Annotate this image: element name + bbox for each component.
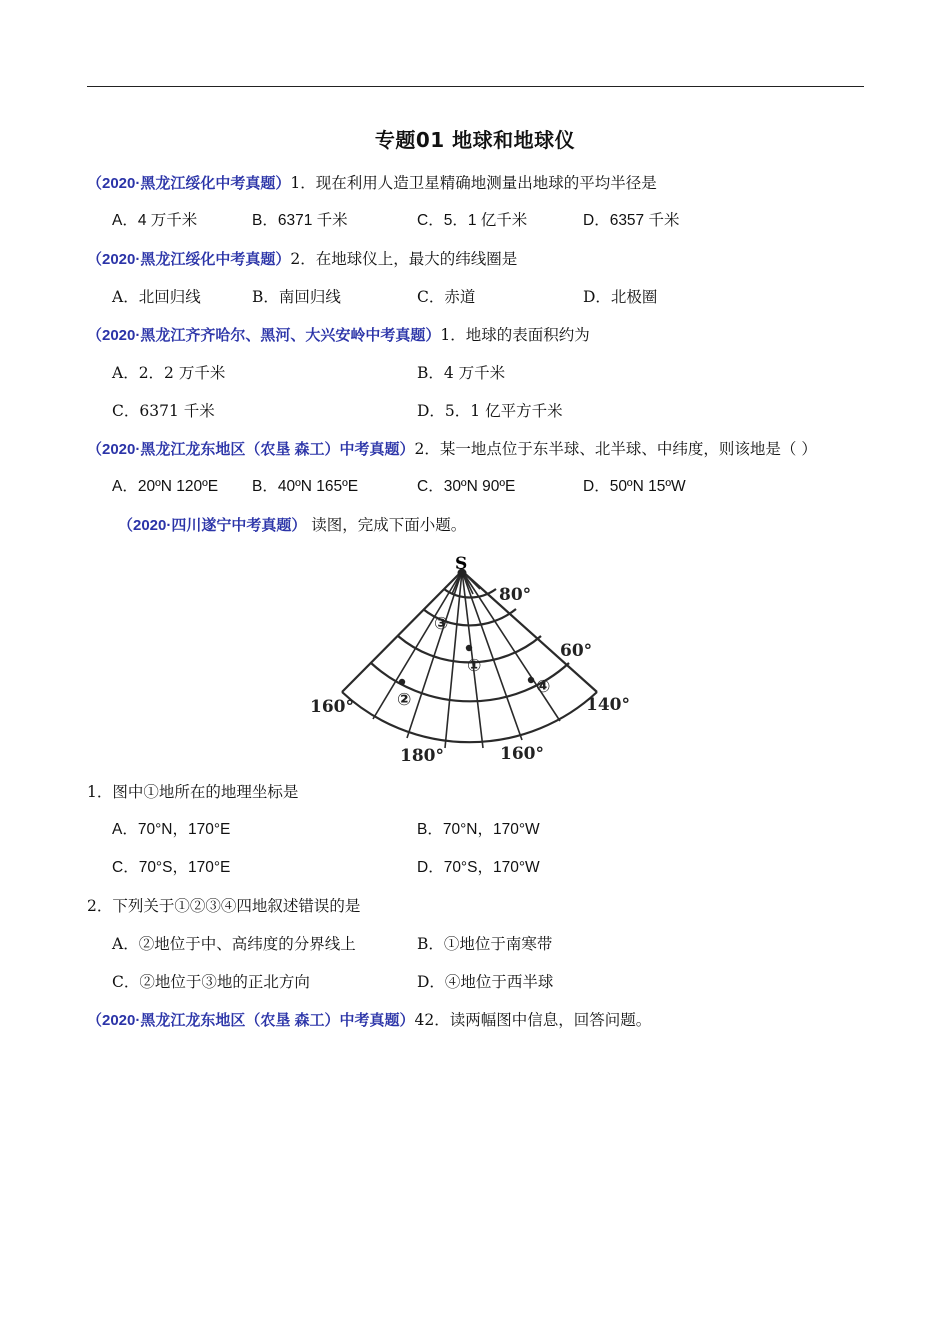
question-5-intro — [118, 515, 466, 536]
option-b: B．40ºN 165ºE — [252, 478, 359, 495]
polar-grid-figure — [310, 549, 640, 771]
option-d: D．70°S，170°W — [417, 859, 540, 876]
question-source: （2020·黑龙江绥化中考真题） — [87, 251, 291, 268]
question-source: （2020·黑龙江龙东地区（农垦 森工）中考真题） — [87, 441, 415, 458]
point-3-label: ③ — [434, 614, 449, 634]
option-b: B．6371 千米 — [252, 212, 348, 229]
point-2-label: ② — [397, 690, 412, 710]
option-c: C．6371 千米 — [112, 402, 215, 420]
point-dot — [528, 677, 534, 683]
option-c: C．30ºN 90ºE — [417, 478, 516, 495]
point-dot — [466, 645, 472, 651]
option-d: D．④地位于西半球 — [417, 973, 554, 991]
question-4 — [87, 439, 817, 460]
question-6 — [87, 1010, 651, 1031]
question-source: （2020·黑龙江绥化中考真题） — [87, 175, 291, 192]
latitude-label-80: 80° — [499, 585, 532, 605]
option-c: C．赤道 — [417, 288, 476, 306]
point-1-label: ① — [467, 656, 482, 676]
latitude-label-60: 60° — [560, 641, 593, 661]
point-dot — [399, 679, 405, 685]
question-text: 2．某一地点位于东半球、北半球、中纬度，则该地是（ ） — [414, 440, 817, 458]
option-a: A．2．2 万千米 — [112, 364, 226, 382]
longitude-label-160-left: 160° — [310, 697, 354, 717]
option-b: B．70°N，170°W — [417, 821, 540, 838]
option-c: C．5．1 亿千米 — [417, 212, 528, 229]
option-c: C．②地位于③地的正北方向 — [112, 973, 310, 991]
option-b: B．4 万千米 — [417, 364, 506, 382]
option-a: A．4 万千米 — [112, 212, 198, 229]
question-2 — [87, 249, 517, 270]
outer-arc — [342, 692, 597, 742]
option-b: B．南回归线 — [252, 288, 341, 306]
option-d: D．50ºN 15ºW — [583, 478, 686, 495]
longitude-label-140: 140° — [586, 695, 630, 715]
page-title: 专题01 地球和地球仪 — [374, 128, 576, 152]
option-d: D．6357 千米 — [583, 212, 680, 229]
option-a: A．②地位于中、高纬度的分界线上 — [112, 935, 356, 953]
question-source: （2020·黑龙江齐齐哈尔、黑河、大兴安岭中考真题） — [87, 327, 441, 344]
question-1 — [87, 173, 657, 194]
option-b: B．①地位于南寒带 — [417, 935, 553, 953]
option-a: A．70°N，170°E — [112, 821, 231, 838]
option-a: A．20ºN 120ºE — [112, 478, 219, 495]
longitude-label-160-right: 160° — [500, 744, 544, 764]
option-a: A．北回归线 — [112, 288, 201, 306]
question-text: 读图，完成下面小题。 — [306, 516, 467, 534]
meridian — [373, 571, 462, 719]
question-3 — [87, 325, 590, 346]
question-source: （2020·四川遂宁中考真题） — [118, 517, 307, 534]
option-c: C．70°S，170°E — [112, 859, 231, 876]
question-text: 1．地球的表面积约为 — [440, 326, 590, 344]
question-text: 42．读两幅图中信息，回答问题。 — [414, 1011, 652, 1029]
question-text: 1．现在利用人造卫星精确地测量出地球的平均半径是 — [290, 174, 657, 192]
header-rule — [87, 86, 864, 87]
pole-label: S — [455, 554, 468, 574]
option-d: D．5．1 亿平方千米 — [417, 402, 563, 420]
option-d: D．北极圈 — [583, 288, 658, 306]
subquestion-1: 1．图中①地所在的地理坐标是 — [87, 783, 299, 801]
point-4-label: ④ — [536, 677, 551, 697]
subquestion-2: 2．下列关于①②③④四地叙述错误的是 — [87, 897, 361, 915]
question-source: （2020·黑龙江龙东地区（农垦 森工）中考真题） — [87, 1012, 415, 1029]
longitude-label-180: 180° — [400, 746, 444, 766]
question-text: 2．在地球仪上，最大的纬线圈是 — [290, 250, 518, 268]
